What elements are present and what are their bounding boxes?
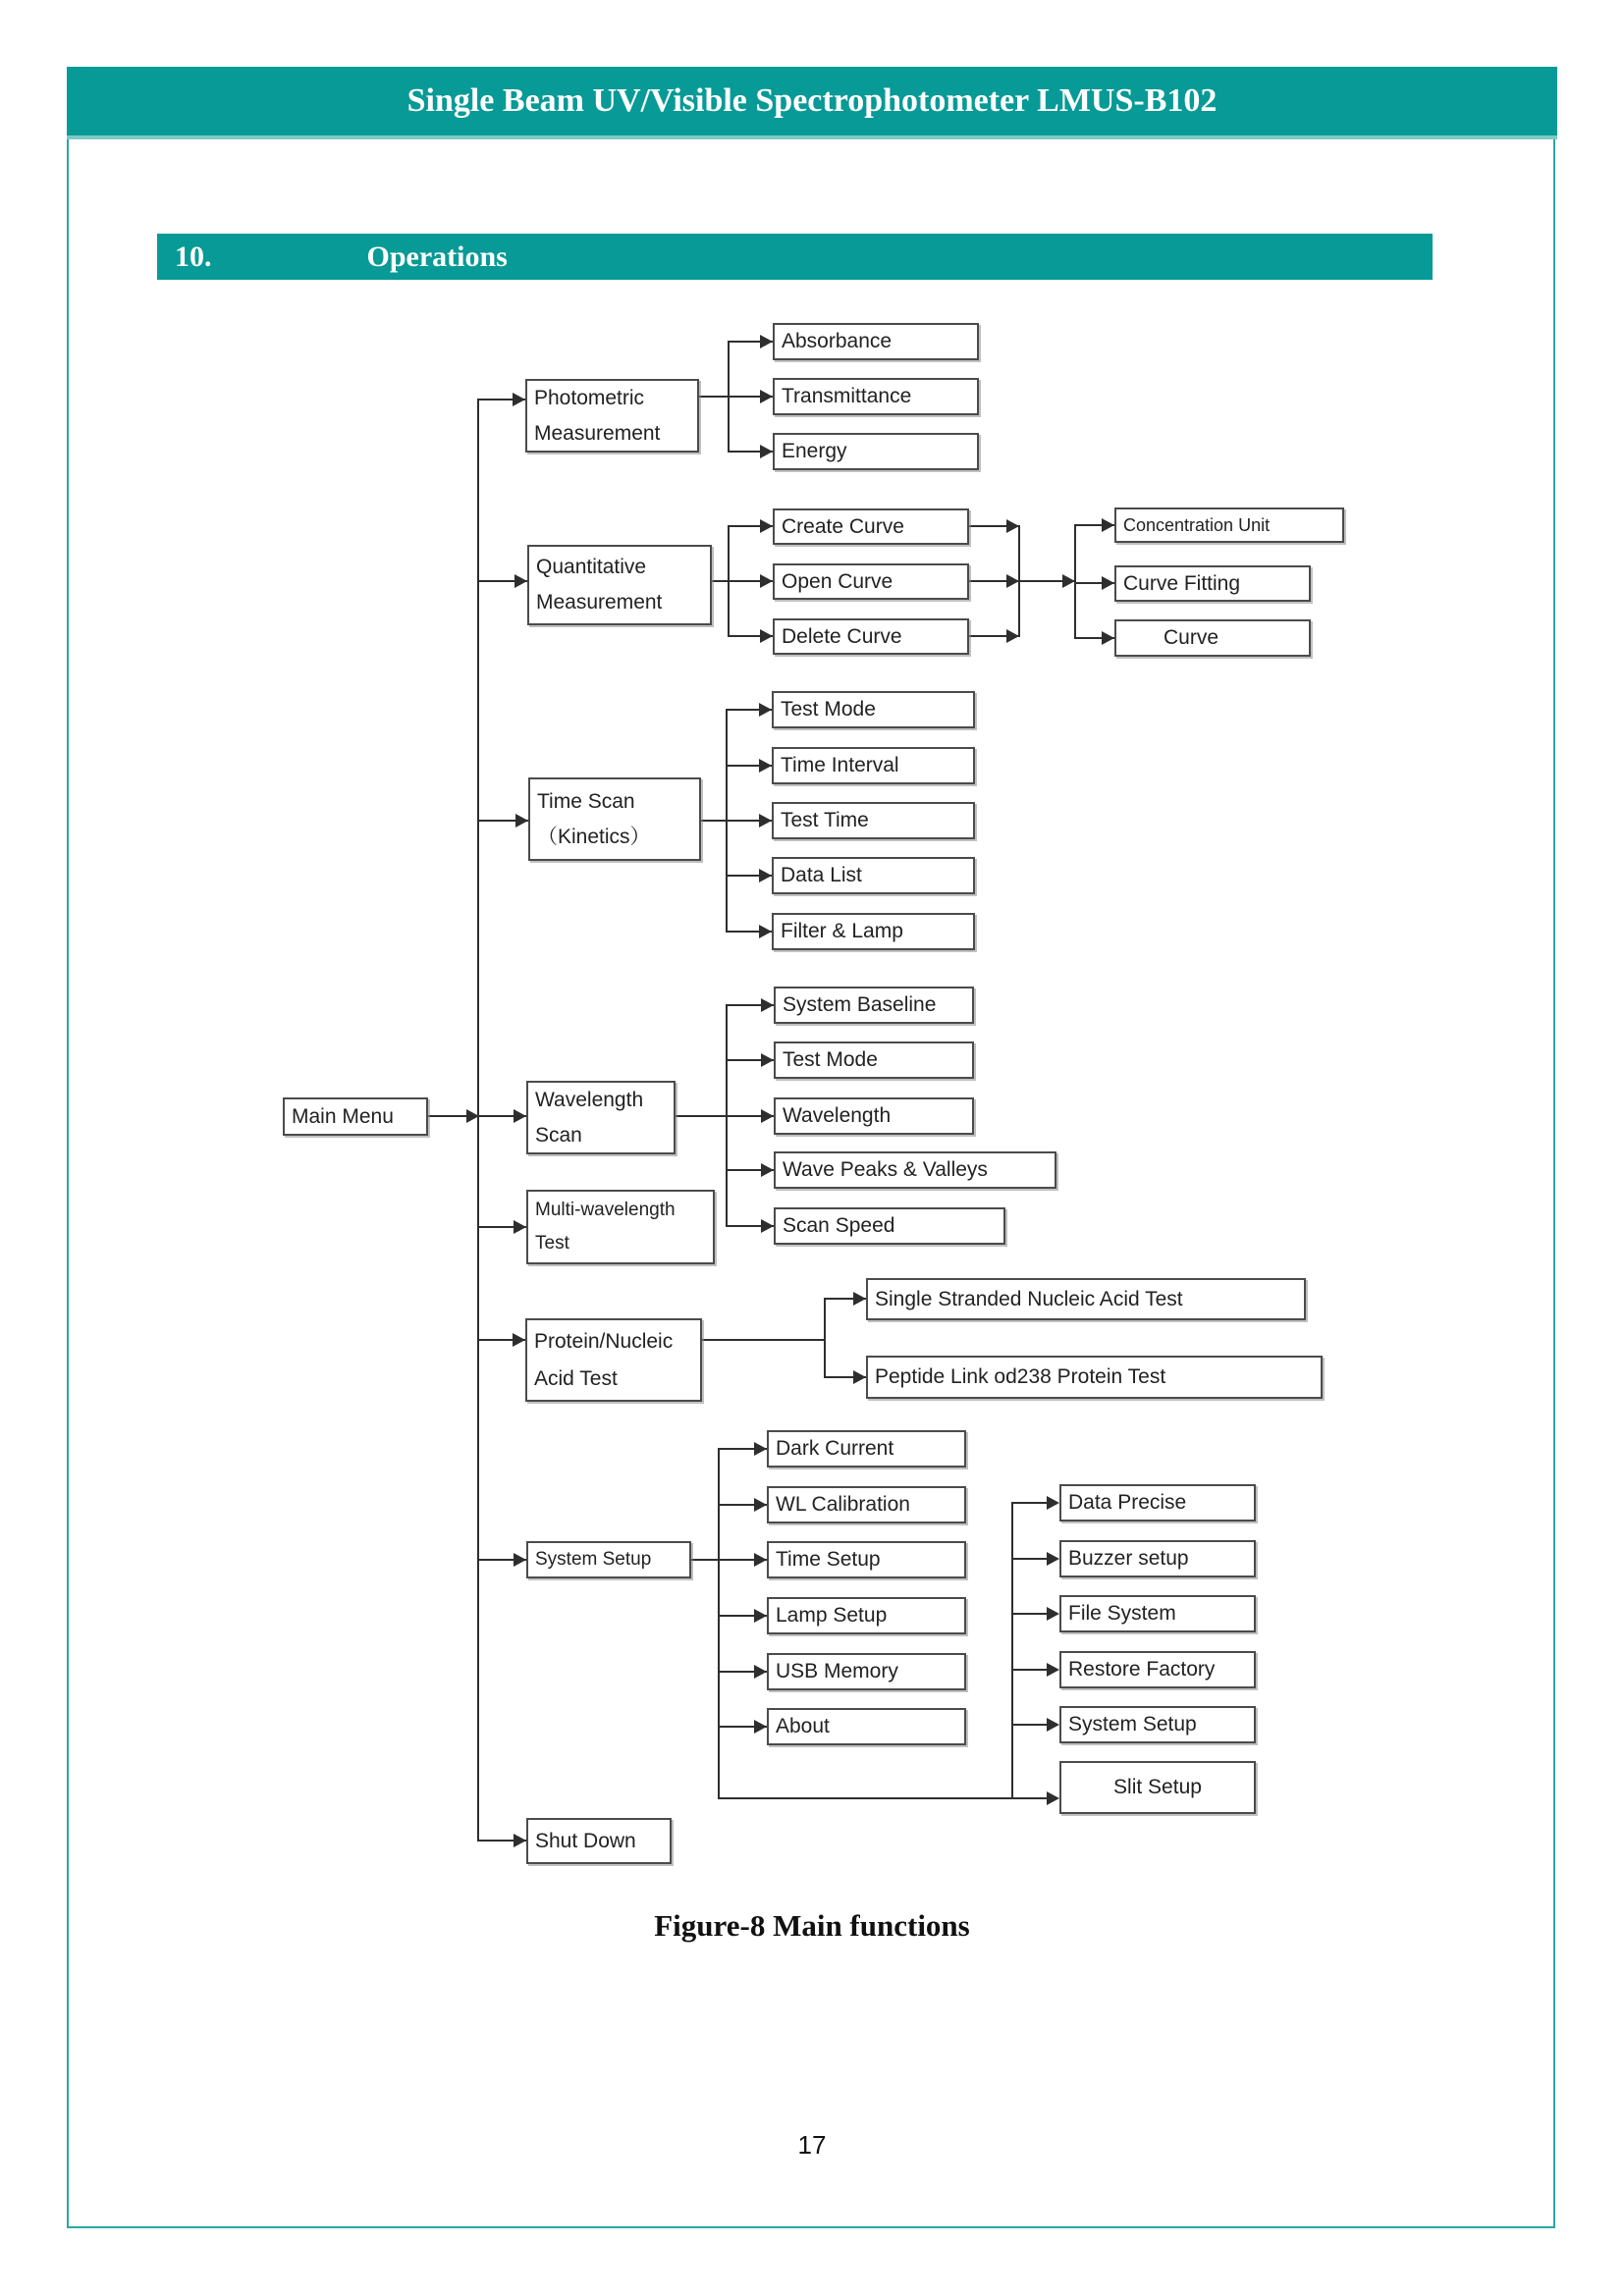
node-energy [773, 433, 979, 470]
node-label: Protein/Nucleic [534, 1329, 674, 1353]
node-label: Photometric [534, 386, 645, 409]
section-number: 10. [175, 240, 212, 273]
connector-line [1012, 1613, 1049, 1615]
node-lamp-setup [767, 1597, 966, 1634]
node-label: USB Memory [776, 1660, 898, 1682]
node-label: Peptide Link od238 Protein Test [875, 1365, 1166, 1388]
arrowhead-icon [754, 1498, 767, 1512]
connector-line [718, 1448, 720, 1799]
node-label: Concentration Unit [1123, 515, 1271, 535]
node-label: Buzzer setup [1068, 1547, 1189, 1570]
node-label: Absorbance [782, 330, 893, 352]
arrowhead-icon [514, 1109, 526, 1123]
node-label: System Setup [535, 1549, 652, 1570]
node-label: Create Curve [782, 514, 904, 538]
node-label: Filter & Lamp [781, 920, 903, 942]
arrowhead-icon [853, 1370, 866, 1384]
node-label: Measurement [536, 591, 663, 614]
connector-line [824, 1298, 826, 1378]
node-label: Slit Setup [1113, 1776, 1202, 1798]
node-label: Quantitative [536, 556, 647, 578]
arrowhead-icon [513, 393, 525, 406]
node-ws-test-mode [774, 1041, 974, 1079]
node-label: Test [535, 1233, 569, 1254]
node-photometric-measurement [525, 379, 699, 453]
node-label: Main Menu [292, 1104, 394, 1128]
node-label: （Kinetics） [537, 825, 651, 848]
connector-line [728, 525, 730, 637]
arrowhead-icon [754, 1609, 767, 1623]
node-label: Wavelength [535, 1088, 644, 1111]
arrowhead-icon [1006, 519, 1019, 533]
arrowhead-icon [1102, 631, 1114, 645]
arrowhead-icon [761, 1109, 774, 1123]
node-label: Test Mode [781, 698, 876, 721]
arrowhead-icon [759, 925, 772, 938]
arrowhead-icon [760, 519, 773, 533]
node-curve [1114, 619, 1311, 657]
connector-line [1012, 1502, 1049, 1504]
node-test-mode [772, 691, 975, 728]
arrowhead-icon [761, 998, 774, 1012]
arrowhead-icon [760, 629, 773, 643]
node-label: Data Precise [1068, 1491, 1187, 1514]
node-label: Data List [781, 864, 862, 886]
section-heading [157, 234, 1433, 280]
arrowhead-icon [754, 1442, 767, 1456]
node-label: Curve Fitting [1123, 571, 1241, 595]
node-shut-down [526, 1818, 672, 1864]
node-label: File System [1068, 1602, 1176, 1625]
node-create-curve [773, 508, 969, 545]
node-delete-curve [773, 618, 969, 655]
node-scan-speed [774, 1207, 1005, 1245]
node-label: Test Mode [783, 1048, 878, 1071]
node-data-precise [1059, 1484, 1256, 1522]
connector-line [1012, 1558, 1049, 1560]
node-open-curve [773, 563, 969, 600]
node-protein-nucleic-acid-test [525, 1318, 702, 1402]
document-header-bar [67, 67, 1557, 139]
connector-line [726, 709, 728, 933]
node-label: Wavelength [783, 1104, 892, 1127]
node-restore-factory [1059, 1651, 1256, 1688]
connector-line [719, 1797, 1049, 1799]
page-number: 17 [797, 2130, 827, 2160]
node-peptide-link-od238-protein-test [866, 1356, 1323, 1399]
arrowhead-icon [759, 759, 772, 773]
node-label: Single Stranded Nucleic Acid Test [875, 1287, 1183, 1310]
node-multi-wavelength-test [526, 1190, 715, 1264]
node-label: System Baseline [783, 993, 937, 1016]
connector-line [702, 1339, 825, 1341]
node-label: Curve [1164, 626, 1219, 649]
connector-line [728, 341, 730, 453]
node-wavelength [774, 1097, 974, 1135]
arrowhead-icon [754, 1720, 767, 1734]
arrowhead-icon [1062, 574, 1075, 588]
arrowhead-icon [1047, 1663, 1059, 1677]
node-quantitative-measurement [527, 545, 712, 625]
connector-line [1011, 1502, 1013, 1799]
arrowhead-icon [1047, 1791, 1059, 1805]
document-title: Single Beam UV/Visible Spectrophotometer LMUS-B102 [406, 82, 1218, 119]
arrowhead-icon [760, 445, 773, 458]
node-curve-fitting [1114, 565, 1311, 602]
node-file-system [1059, 1595, 1256, 1632]
node-label: System Setup [1068, 1713, 1197, 1735]
node-label: Lamp Setup [776, 1604, 888, 1627]
node-label: Wave Peaks & Valleys [783, 1158, 988, 1181]
arrowhead-icon [513, 1333, 525, 1347]
node-label: Dark Current [776, 1437, 894, 1460]
connector-line [1012, 1724, 1049, 1726]
arrowhead-icon [1102, 518, 1114, 532]
node-transmittance [773, 378, 979, 415]
node-wave-peaks-valleys [774, 1151, 1056, 1189]
figure-caption: Figure-8 Main functions [654, 1908, 970, 1943]
node-wl-calibration [767, 1486, 966, 1523]
node-main-menu [283, 1097, 428, 1136]
arrowhead-icon [754, 1665, 767, 1679]
node-test-time [772, 802, 975, 839]
node-label: Energy [782, 440, 847, 462]
node-system-setup [526, 1541, 691, 1578]
node-label: Scan Speed [783, 1214, 895, 1237]
arrowhead-icon [515, 814, 528, 828]
node-single-stranded-nucleic-acid-test [866, 1278, 1306, 1320]
arrowhead-icon [760, 574, 773, 588]
node-label: Open Curve [782, 569, 893, 593]
node-label: Multi-wavelength [535, 1200, 676, 1220]
connector-line [1012, 1669, 1049, 1671]
node-concentration-unit [1114, 507, 1344, 543]
arrowhead-icon [761, 1053, 774, 1067]
node-time-interval [772, 747, 975, 784]
arrowhead-icon [1047, 1496, 1059, 1510]
node-label: Time Setup [776, 1548, 881, 1571]
arrowhead-icon [759, 869, 772, 882]
node-label: Measurement [534, 421, 661, 445]
node-data-list [772, 857, 975, 894]
node-usb-memory [767, 1653, 966, 1690]
arrowhead-icon [1102, 576, 1114, 590]
arrowhead-icon [761, 1219, 774, 1233]
node-about [767, 1708, 966, 1745]
node-label: Transmittance [782, 385, 912, 407]
node-label: Time Scan [537, 789, 635, 813]
node-label: WL Calibration [776, 1493, 910, 1516]
arrowhead-icon [514, 574, 527, 588]
arrowhead-icon [853, 1292, 866, 1306]
arrowhead-icon [760, 335, 773, 348]
arrowhead-icon [1006, 629, 1019, 643]
arrowhead-icon [1047, 1552, 1059, 1566]
node-system-baseline [774, 987, 974, 1024]
section-title: Operations [366, 240, 508, 273]
node-buzzer-setup [1059, 1540, 1256, 1577]
node-filter-lamp [772, 913, 975, 950]
node-label: Scan [535, 1123, 582, 1147]
connector-line [726, 1004, 728, 1227]
arrowhead-icon [514, 1220, 526, 1234]
arrowhead-icon [759, 814, 772, 828]
node-absorbance [773, 323, 979, 360]
arrowhead-icon [1047, 1607, 1059, 1621]
arrowhead-icon [760, 390, 773, 403]
arrowhead-icon [761, 1163, 774, 1177]
connector-line [676, 1115, 774, 1117]
node-label: Time Interval [781, 754, 899, 776]
arrowhead-icon [1047, 1718, 1059, 1732]
arrowhead-icon [754, 1553, 767, 1567]
node-label: Test Time [781, 809, 869, 831]
arrowhead-icon [759, 703, 772, 717]
node-wavelength-scan [526, 1081, 676, 1154]
node-label: About [776, 1715, 830, 1737]
node-slit-setup [1059, 1761, 1256, 1814]
arrowhead-icon [514, 1553, 526, 1567]
node-label: Shut Down [535, 1829, 636, 1852]
arrowhead-icon [1006, 574, 1019, 588]
node-time-setup [767, 1541, 966, 1578]
node-label: Delete Curve [782, 624, 902, 648]
arrowhead-icon [514, 1834, 526, 1847]
node-time-scan-kinetics [528, 777, 701, 861]
node-dark-current [767, 1430, 966, 1468]
arrowhead-icon [466, 1109, 479, 1123]
node-label: Restore Factory [1068, 1658, 1216, 1681]
node-label: Acid Test [534, 1366, 618, 1390]
node-system-setup-2 [1059, 1706, 1256, 1743]
